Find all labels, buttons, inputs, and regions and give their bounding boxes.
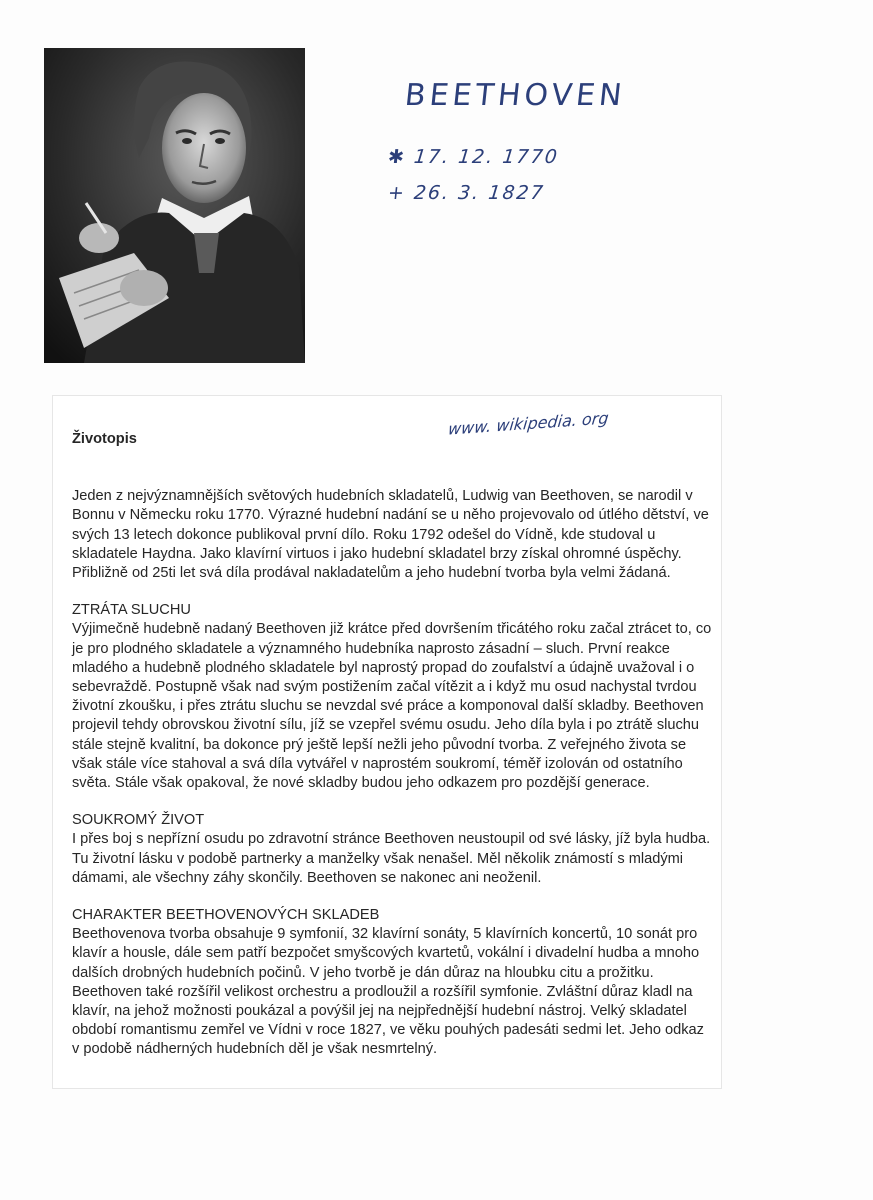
- section-title-hearing-loss: ZTRÁTA SLUCHU: [72, 602, 191, 619]
- section-body-private-life: I přes boj s nepřízní osudu po zdravotní stránce Beethoven neustoupil od své lásky, jíž byla hudba. Tu životní lásku v podobě partnerky a manželky však nenašel. Měl několik známostí s mladými dámami, ale všechny záhy skončily. Beethoven se nakonec ani neoženil.: [72, 831, 711, 886]
- portrait-image: [44, 48, 305, 363]
- section-body-compositions: Beethovenova tvorba obsahuje 9 symfonií, 32 klavírní sonáty, 5 klavírních koncertů, 10 sonát pro klavír a housle, dále sem patří bezpočet smyšcových kvartetů, vokální i divadelní hudba a mnoho dalších drobných hudebních počinů. V jeho tvorbě je dán důraz na hloubku citu a prožitku. Beethoven také rozšířil velikost orchestru a prodloužil a rozšířil symfonie. Zvláštní důraz kladl na klavír, na jehož možnosti poukázal a povýšil jej na nejpřednější hudební nástroj. Velký skladatel období romantismu zemřel ve Vídni v roce 1827, ve věku pouhých padesáti sedmi let. Jeho odkaz v podobě nádherných hudebních děl je však nesmrtelný.: [72, 926, 704, 1058]
- section-title-compositions: CHARAKTER BEETHOVENOVÝCH SKLADEB: [72, 907, 380, 924]
- handwritten-death-date: + 26. 3. 1827: [386, 182, 546, 204]
- document-heading: Životopis: [72, 431, 137, 447]
- intro-paragraph: Jeden z nejvýznamnějších světových hudebních skladatelů, Ludwig van Beethoven, se narodil v Bonnu v Německu roku 1770. Výrazné hudební nadání se u něho projevovalo od útlého dětství, ve svých 13 letech dokonce publikoval první dílo. Roku 1792 odešel do Vídně, kde studoval u skladatele Haydna. Jako klavírní virtuos i jako hudební skladatel brzy získal ohromné úspěchy. Přibližně od 25ti let svá díla prodával nakladatelům a jeho hudební tvorba byla velmi žádaná.: [72, 488, 709, 582]
- handwritten-source: www. wikipedia. org: [447, 408, 610, 439]
- biography-text: [72, 430, 712, 1060]
- handwritten-name: BEETHOVEN: [403, 78, 628, 113]
- handwritten-birth-date: ✱ 17. 12. 1770: [386, 146, 560, 168]
- section-title-private-life: SOUKROMÝ ŽIVOT: [72, 812, 205, 829]
- section-body-hearing-loss: Výjimečně hudebně nadaný Beethoven již krátce před dovršením třicátého roku začal ztrácet to, co je pro plodného skladatele a významného hudebníka naprosto zásadní – sluch. První reakce mladého a hudebně plodného skladatele byl naprostý propad do zoufalství a údajně uvažoval i o sebevraždě. Postupně však nad svým postižením začal vítězit a i když mu osud nachystal tvrdou životní zkoušku, i přes ztrátu sluchu se nevzdal své práce a komponoval další skladby. Beethoven projevil tehdy obrovskou životní sílu, jíž se vzepřel svému osudu. Jeho díla byla i po ztrátě sluchu stále stejně kvalitní, ba dokonce prý ještě lepší nežli jeho původní tvorba. Z veřejného života se však stále více stahoval a svá díla vytvářel v naprostém soukromí, téměř izolován od ostatního světa. Stále však opakoval, že nové skladby budou jeho odkazem pro pozdější generace.: [72, 621, 712, 792]
